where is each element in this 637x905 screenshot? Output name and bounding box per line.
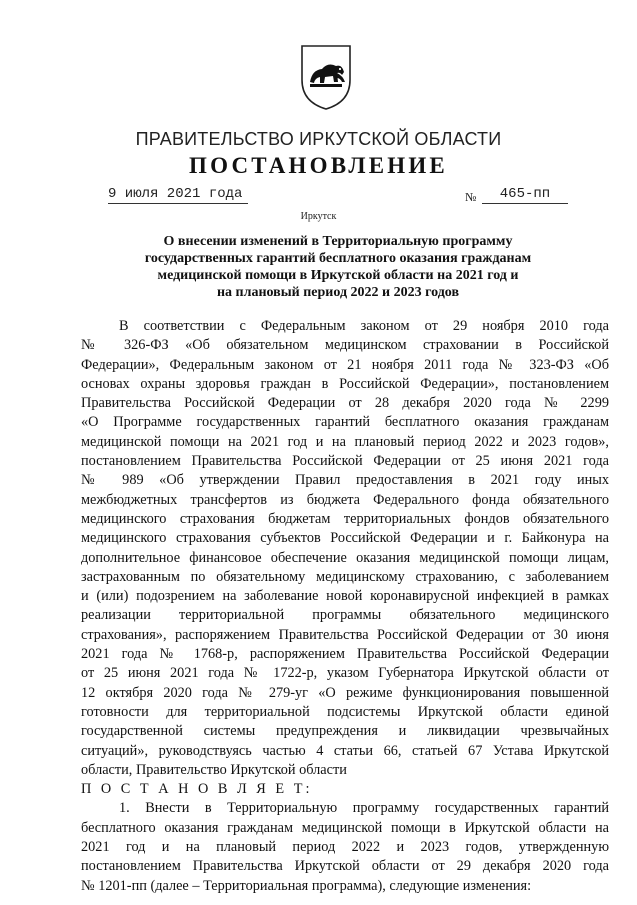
text-line: № 1201-пп (далее – Территориальная программа), следующие изменения: xyxy=(81,877,532,894)
text-line: межбюджетных трансфертов из бюджета Федерального фонда обязательного xyxy=(81,491,609,508)
text-line: области, Правительство Иркутской области xyxy=(81,761,347,778)
text-line: бесплатного оказания гражданам медицинской помощи в Иркутской области на xyxy=(81,819,609,836)
text-line: 2021 года № 1768-р, распоряжением Правительства Российской Федерации xyxy=(81,646,609,663)
document-city: Иркутск xyxy=(300,211,337,222)
document-number: 465-пп xyxy=(482,186,568,204)
document-date: 9 июля 2021 года xyxy=(108,186,248,204)
text-line: дополнительное финансовое обеспечение оказания медицинской помощи лицам, xyxy=(81,549,609,566)
heading-line: государственных гарантий бесплатного оказания гражданам xyxy=(144,251,532,266)
text-line: постановлением Правительства Иркутской области от 29 декабря 2020 года xyxy=(81,858,609,875)
text-line: медицинского страхования субъектов Российской Федерации и г. Байконура на xyxy=(81,530,609,547)
government-name: ПРАВИТЕЛЬСТВО ИРКУТСКОЙ ОБЛАСТИ xyxy=(135,129,502,149)
text-line: страхования», распоряжением Правительства Российской Федерации от 30 июня xyxy=(81,626,609,643)
number-sign: № xyxy=(465,190,477,204)
decree-word: П О С Т А Н О В Л Я Е Т: xyxy=(81,781,313,798)
text-line: основах охраны здоровья граждан в Российской Федерации», постановлением xyxy=(81,375,609,392)
heading-line: медицинской помощи в Иркутской области на 2021 год и xyxy=(157,268,519,283)
text-line: № 326-ФЗ «Об обязательном медицинском страховании в Российской xyxy=(81,337,609,354)
text-line: В соответствии с Федеральным законом от 29 ноября 2010 года xyxy=(119,318,609,334)
text-line: готовности для территориальной подсистемы Иркутской области единой xyxy=(81,703,609,720)
document-type: ПОСТАНОВЛЕНИЕ xyxy=(189,153,448,178)
heading-line: на плановый период 2022 и 2023 годов xyxy=(216,285,460,300)
babr-emblem-icon xyxy=(298,42,354,112)
document-heading xyxy=(108,233,568,301)
text-line: № 989 «Об утверждении Правил предоставления в 2021 году иных xyxy=(81,472,609,489)
text-line: и (или) подозрением на заболевание новой коронавирусной инфекцией в рамках xyxy=(81,588,609,605)
text-line: 2021 год и на плановый период 2022 и 2023 годов, утвержденную xyxy=(81,839,609,856)
text-line: «О Программе государственных гарантий бесплатного оказания гражданам xyxy=(81,414,609,431)
preamble xyxy=(81,317,609,896)
text-line: от 25 июня 2021 года № 1722-р, указом Губернатора Иркутской области от xyxy=(81,665,609,682)
text-line: постановлением Правительства Российской Федерации от 25 июня 2021 года xyxy=(81,453,609,470)
text-line: медицинского страхования бюджетам территориальных фондов обязательного xyxy=(81,510,609,527)
text-line: государственной системы предупреждения и ликвидации чрезвычайных xyxy=(81,723,609,740)
text-line: ситуаций», руководствуясь частью 4 статьи 66, статьей 67 Устава Иркутской xyxy=(81,742,609,759)
text-line: Федерации», Федеральным законом от 21 ноября 2011 года № 323-ФЗ «Об xyxy=(81,356,609,373)
text-line: реализации территориальной программы обязательного медицинского xyxy=(81,607,609,624)
text-line: застрахованным по обязательному медицинскому страхованию, с заболеванием xyxy=(81,568,609,585)
text-line: 12 октября 2020 года № 279-уг «О режиме функционирования повышенной xyxy=(81,684,609,701)
text-line: Правительства Российской Федерации от 28 декабря 2020 года № 2299 xyxy=(81,395,609,412)
text-line: 1. Внести в Территориальную программу государственных гарантий xyxy=(119,800,609,817)
text-line: медицинской помощи на 2021 год и на плановый период 2022 и 2023 годов», xyxy=(81,433,609,450)
heading-line: О внесении изменений в Территориальную программу xyxy=(163,234,513,249)
